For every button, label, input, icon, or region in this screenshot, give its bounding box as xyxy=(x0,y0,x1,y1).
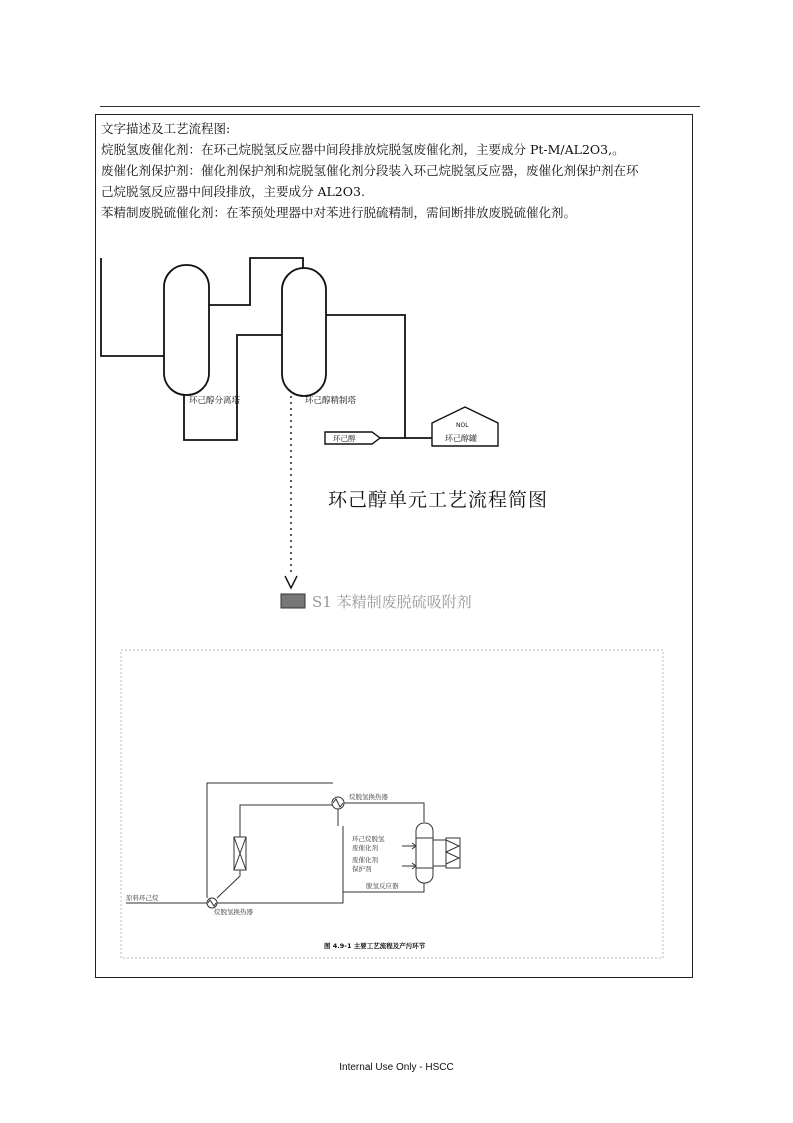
catalyst-label-line1: 环己烷脱氢 xyxy=(352,835,385,843)
product-line xyxy=(326,315,405,438)
vessel-inlet xyxy=(217,870,240,898)
refining-tower xyxy=(282,268,326,396)
description-line: 烷脱氢废催化剂：在环己烷脱氢反应器中间段排放烷脱氢废催化剂，主要成分 Pt-M/AL2O3,。 xyxy=(101,142,625,157)
catalyst-label-line2: 废催化剂 xyxy=(352,844,378,852)
tank-label: 环己醇罐 xyxy=(445,434,477,443)
feed-label: 原料环己烷 xyxy=(126,894,159,902)
left-loop-line xyxy=(207,783,333,898)
product-arrow-label: 环己醇 xyxy=(333,434,356,443)
tank-top-label: NOL xyxy=(456,422,469,429)
description-line: 苯精制废脱硫催化剂：在苯预处理器中对苯进行脱硫精制，需间断排放废脱硫催化剂。 xyxy=(101,205,577,220)
dehydrogenation-flow-diagram xyxy=(126,783,460,908)
waste-box-icon xyxy=(281,594,305,608)
description-line: 废催化剂保护剂：催化剂保护剂和烷脱氢催化剂分段装入环己烷脱氢反应器，废催化剂保护剂在环 xyxy=(101,163,639,178)
product-return-line xyxy=(217,892,343,903)
refining-tower-label: 环己醇精制塔 xyxy=(305,396,357,406)
waste-arrow-head xyxy=(285,576,297,588)
cyclohexanol-flow-diagram xyxy=(101,258,498,608)
diagram1-title: 环己醇单元工艺流程简图 xyxy=(328,489,549,511)
footer-text: Internal Use Only - HSCC xyxy=(339,1062,454,1073)
diagram2-caption: 图 4.9-1 主要工艺流程及产污环节 xyxy=(324,942,426,950)
feed-line xyxy=(101,258,165,356)
dehydrogenation-reactor xyxy=(416,823,433,883)
reactor-side-lines xyxy=(433,840,446,866)
protector-label-line2: 保护剂 xyxy=(352,865,372,873)
bottom-exchanger-label: 烷脱氢换热器 xyxy=(214,908,253,916)
reactor-label: 脱氢反应器 xyxy=(366,882,399,890)
description-line: 己烷脱氢反应器中间段排放，主要成分 AL2O3. xyxy=(101,184,365,199)
description-heading: 文字描述及工艺流程图: xyxy=(101,121,231,136)
separator-outlet xyxy=(240,805,333,837)
reactor-feed-line xyxy=(344,803,424,822)
diagram2-frame xyxy=(121,650,663,958)
top-exchanger-label: 烷脱氢换热器 xyxy=(349,793,388,801)
separation-tower xyxy=(164,265,209,395)
separation-tower-label: 环己醇分离塔 xyxy=(189,396,241,406)
waste-label: S1 苯精制废脱硫吸附剂 xyxy=(312,593,472,611)
protector-arrow xyxy=(402,863,416,869)
protector-label-line1: 废催化剂 xyxy=(352,856,378,864)
catalyst-arrow xyxy=(402,843,416,849)
